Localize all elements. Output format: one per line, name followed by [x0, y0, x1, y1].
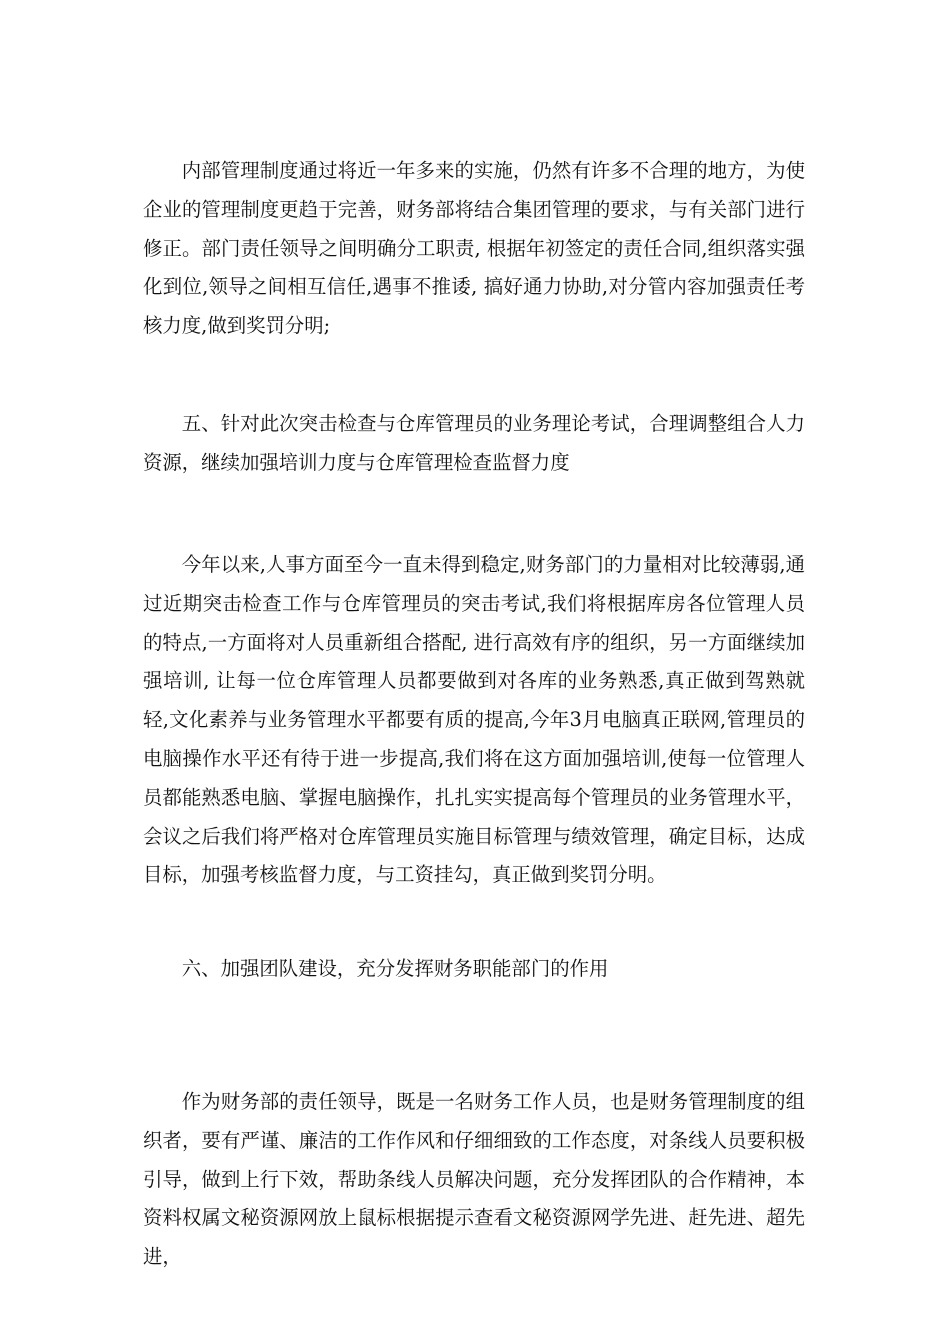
paragraph-team-building: 作为财务部的责任领导，既是一名财务工作人员，也是财务管理制度的组织者，要有严谨、廉洁的工作作风和仔细细致的工作态度，对条线人员要积极引导，做到上行下效，帮助条线人员解决问题，充分发挥团队的合作精神，本资料权属文秘资源网放上鼠标根据提示查看文秘资源网学先进、赶先进、超先进，	[143, 1090, 805, 1269]
paragraph-management-system: 内部管理制度通过将近一年多来的实施，仍然有许多不合理的地方，为使企业的管理制度更趋于完善，财务部将结合集团管理的要求，与有关部门进行修正。部门责任领导之间明确分工职责, 根据年初签定的责任合同,组织落实强化到位,领导之间相互信任,遇事不推诿, 搞好通力协助,对分管内容加强责任考核力度,做到奖罚分明;	[143, 159, 805, 338]
heading-section-six: 六、加强团队建设，充分发挥财务职能部门的作用	[181, 957, 609, 980]
paragraph-personnel-training: 今年以来,人事方面至今一直未得到稳定,财务部门的力量相对比较薄弱,通过近期突击检查工作与仓库管理员的突击考试,我们将根据库房各位管理人员的特点,一方面将对人员重新组合搭配, 进行高效有序的组织，另一方面继续加强培训, 让每一位仓库管理人员都要做到对各库的业务熟悉,真正做到驾熟就轻,文化素养与业务管理水平都要有质的提高,今年3月电脑真正联网,管理员的电脑操作水平还有待于进一步提高,我们将在这方面加强培训,使每一位管理人员都能熟悉电脑、掌握电脑操作，扎扎实实提高每个管理员的业务管理水平，会议之后我们将严格对仓库管理员实施目标管理与绩效管理，确定目标，达成目标，加强考核监督力度，与工资挂勾，真正做到奖罚分明。	[143, 553, 805, 887]
heading-section-five: 五、针对此次突击检查与仓库管理员的业务理论考试，合理调整组合人力资源，继续加强培训力度与仓库管理检查监督力度	[143, 412, 805, 474]
